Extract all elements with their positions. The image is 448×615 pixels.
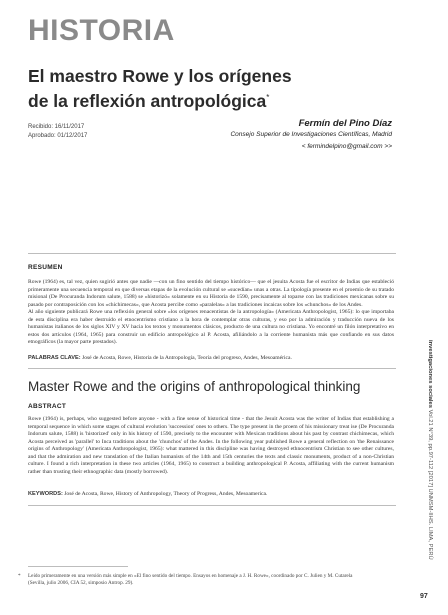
footnote-text: Leído primeramente en una versión más simple en «El fino sentido del tiempo. Ensayos en homenaje a J. H. Rowe», coordinado por C. Julien y M. Cutarela (Sevilla, julio 2006, CIA 52, simposio Antrop. 29).: [28, 573, 353, 586]
keywords-list: José de Acosta, Rowe, History of Anthropology, Theory of Progress, Andes, Mesoamerica.: [64, 491, 268, 497]
article-dates: [28, 123, 87, 141]
journal-details: Vol.21 N°39, pp.97-112 [2017] UNMSM-IIHS. LIMA, PERÚ: [427, 409, 433, 560]
author-affiliation: Consejo Superior de Investigaciones Científicas, Madrid: [230, 131, 392, 138]
resumen-paragraph-2: Al año siguiente publicará Rowe una reflexión general sobre «los orígenes renacentistas de la antropología» (Americata Anthropologist, 1965): lo que importaba de esta disciplina era haber destruido el etnocentrismo cristiano a la hora de contemplar otras culturas, y eso por la admiración y traducción nueva de los humanistas italianos de los siglos XIV y XV hacia los textos y monumentos clásicos, producto de una cultura no cristiana. Yo encontré un filón interpretativo en estos dos artículos (1964, 1965) para construir un edificio antropológico al P. Acosta, afiliándolo a la corriente humanista más que confiando en sus datos etnográficos (la mayor parte prestados).: [28, 309, 394, 345]
title-footnote-mark: *: [266, 93, 270, 102]
keywords-label: KEYWORDS:: [28, 491, 63, 497]
english-title: Master Rowe and the origins of anthropological thinking: [28, 379, 361, 394]
divider-top: [28, 253, 396, 254]
palabras-clave-label: PALABRAS CLAVE:: [28, 355, 81, 361]
journal-name: investigaciones sociales: [427, 340, 433, 408]
journal-side-label: [427, 340, 433, 560]
received-date: Recibido: 16/11/2017: [28, 124, 85, 130]
footnote-rule: [28, 566, 128, 567]
article-title-line2: de la reflexión antropológica*: [28, 90, 270, 111]
resumen-paragraph-1: Rowe (1964) es, tal vez, quien sugirió antes que nadie —con un fino sentido del tiempo histórico— que el jesuita Acosta fue el escritor de Indias que estableció primeramente una secuencia temporal en que diversas etapas de la evolución cultural se «sucedían» unas a otras. La tipología presente en el proemio de su tratado misional (De Procuranda Indorum salute, 1588) se «historizó» solamente en su Historia de 1590, precisamente al toparse con las tradiciones mexicanas sobre su pasado por contraposición con los «chichimecas», que Acosta percibe como «paralelas» a las tradiciones incaicas sobre los «chunchos» de los Andes.: [28, 279, 394, 308]
palabras-clave: [28, 355, 394, 363]
page-number: 97: [420, 593, 428, 600]
resumen-heading: RESUMEN: [28, 264, 63, 271]
abstract-body: Rowe (1964) is, perhaps, who suggested before anyone - with a fine sense of historical time - that the Jesuit Acosta was the writer of Indias that establishing a temporal sequence in which some stages of cultural evolution 'succession' ones to others. The type present in the proem of his missionary treat ise (De Procuranda Indorum salute, 1588) is 'historized' only in his history of 1590, precisely to the encounter with Mexican traditions about his past by contrast chichimecas, which Acosta perceived as 'parallel' to Inca traditions about the 'chunchos' of the Andes. In the following year published Rowe a general reflection on 'the Renaissance origins of Anthropology' (Americata Anthropologist, 1965): what mattered in this discipline was having destroyed ethnocentrism Christian to see other cultures, and that the admiration and new translation of the Italian humanists of the 14th and 15th centuries the texts and classic monuments, product of a non-Christian culture. I found a rich interpretation in these two articles (1964, 1965) to construct a building anthropological P. Acosta, affiliating with the current humanism rather than trusting their ethnographic data (mostly borrowed).: [28, 416, 394, 475]
article-title-line1: El maestro Rowe y los orígenes: [28, 66, 292, 86]
keywords: [28, 491, 394, 499]
resumen-body: [28, 279, 394, 347]
footnote: [18, 573, 368, 587]
divider-middle: [28, 368, 396, 369]
article-title: [28, 66, 388, 112]
palabras-clave-list: José de Acosta, Rowe, Historia de la Antropología, Teoría del progreso, Andes, Mesoamérica.: [82, 355, 292, 361]
approved-date: Aprobado: 01/12/2017: [28, 133, 88, 139]
author-block: [230, 118, 392, 151]
abstract-heading: ABSTRACT: [28, 403, 67, 410]
footnote-mark: *: [18, 573, 21, 579]
divider-bottom: [28, 505, 396, 506]
author-name: Fermín del Pino Díaz: [298, 118, 392, 129]
section-label: HISTORIA: [28, 14, 175, 47]
author-email[interactable]: < fermindelpino@gmail.com >>: [301, 143, 392, 150]
